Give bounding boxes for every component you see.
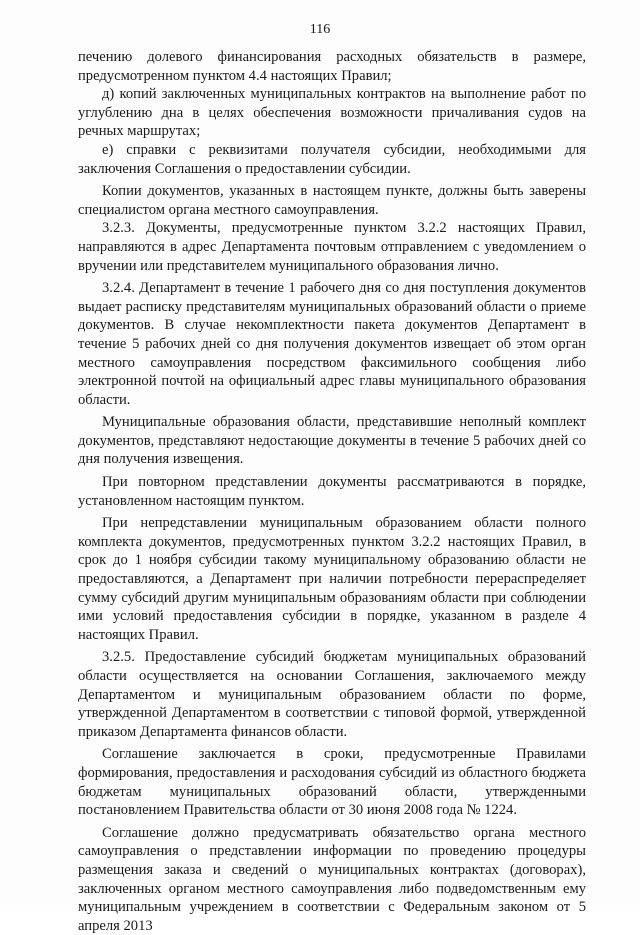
paragraph-8: При повторном представлении документы рассматриваются в порядке, установленном настоящим пунктом. — [78, 474, 586, 509]
paragraph-7: Муниципальные образования области, представившие неполный комплект документов, представляют недостающие документы в течение 5 рабочих дней со дня получения извещения. — [78, 414, 586, 468]
document-body — [78, 48, 586, 935]
paragraph-4: Копии документов, указанных в настоящем пункте, должны быть заверены специалистом органа местного самоуправления. — [78, 183, 586, 218]
paragraph-12: Соглашение должно предусматривать обязательство органа местного самоуправления о представлении информации по проведению процедуры размещения заказа и сведений о муниципальных контрактах (договорах), заключенных органом местного самоуправления либо подведомственным ему муниципальным учреждением в соответствии с Федеральным законом от 5 апреля 2013 — [78, 824, 586, 934]
paragraph-3: е) справки с реквизитами получателя субсидии, необходимыми для заключения Соглашения о предоставлении субсидии. — [78, 141, 586, 177]
paragraph-9: При непредставлении муниципальным образованием области полного комплекта документов, предусмотренных пунктом 3.2.2 настоящих Правил, в срок до 1 ноября субсидии такому муниципальному образованию области не предоставляются, а Департамент при наличии потребности перераспределяет сумму субсидий другим муниципальным образованиям области при соблюдении ими условий предоставления субсидии в порядке, указанном в разделе 4 настоящих Правил. — [78, 515, 586, 643]
paragraph-11: Соглашение заключается в сроки, предусмотренные Правилами формирования, предоставления и расходования субсидий из областного бюджета бюджетам муниципальных образований области, утвержденными постановлением Правительства области от 30 июня 2008 года № 1224. — [78, 746, 586, 819]
paragraph-6: 3.2.4. Департамент в течение 1 рабочего дня со дня поступления документов выдает расписку представителям муниципальных образований области о приеме документов. В случае некомплектности пакета документов Департамент в течение 5 рабочих дней со дня получения документов извещает об этом орган местного самоуправления посредством факсимильного сообщения либо электронной почтой на официальный адрес главы муниципального образования области. — [78, 280, 586, 408]
paragraph-5: 3.2.3. Документы, предусмотренные пунктом 3.2.2 настоящих Правил, направляются в адрес Департамента почтовым отправлением с уведомлением о вручении или представителем муниципального образования лично. — [78, 220, 586, 274]
paragraph-10: 3.2.5. Предоставление субсидий бюджетам муниципальных образований области осуществляется на основании Соглашения, заключаемого между Департаментом и муниципальным образованием области по форме, утвержденной Департаментом в соответствии с типовой формой, утвержденной приказом Департамента финансов области. — [78, 649, 586, 740]
paragraph-2: д) копий заключенных муниципальных контрактов на выполнение работ по углублению дна в целях обеспечения возможности причаливания судов на речных маршрутах; — [78, 86, 586, 140]
paragraph-1: печению долевого финансирования расходных обязательств в размере, предусмотренном пунктом 4.4 настоящих Правил; — [78, 49, 586, 84]
page-number: 116 — [309, 22, 331, 37]
